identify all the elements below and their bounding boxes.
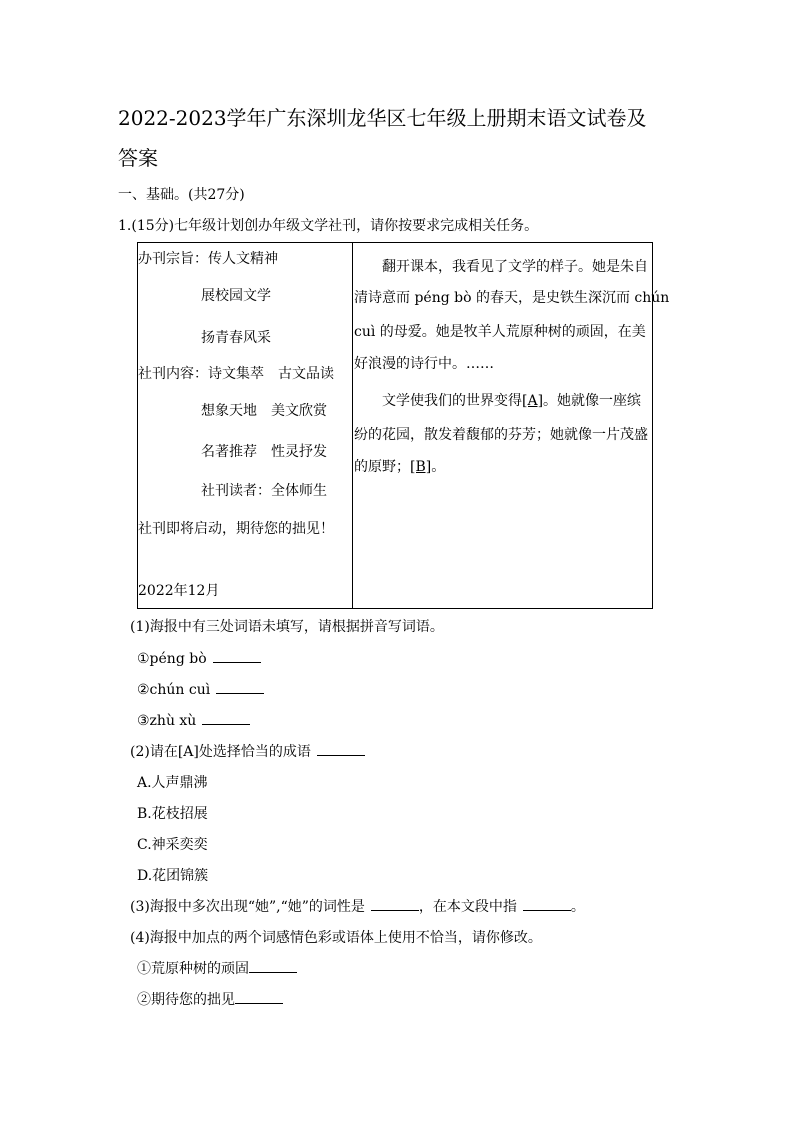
pinyin-item: [137, 650, 261, 668]
poster-left-line: 想象天地 美文欣赏: [201, 403, 327, 419]
answer-blank: [202, 712, 250, 725]
poster-left-line: 社刊内容：诗文集萃 古文品读: [138, 366, 334, 382]
question-1: 1.(15分)七年级计划创办年级文学社刊，请你按要求完成相关任务。: [118, 218, 539, 234]
option-d: D.花团锦簇: [137, 868, 209, 884]
text: 文学使我们的世界变得: [382, 393, 522, 409]
poster-date: 2022年12月: [138, 583, 220, 599]
revise-item: [137, 960, 297, 978]
poster-right-line: 翻开课本，我看见了文学的样子。她是朱自: [382, 259, 648, 275]
sub-question-3: [130, 898, 585, 916]
text: (2)请在[A]处选择恰当的成语: [130, 744, 311, 760]
text: ②期待您的拙见: [137, 992, 235, 1008]
poster-right-line: 纷的花园，散发着馥郁的芬芳；她就像一片茂盛: [354, 427, 648, 443]
poster-left-line: 办刊宗旨：传人文精神: [138, 251, 278, 267]
text: (3)海报中多次出现“她”,“她”的词性是: [130, 899, 365, 915]
answer-blank: [249, 960, 297, 973]
sub-question-1: (1)海报中有三处词语未填写，请根据拼音写词语。: [130, 619, 444, 635]
text: 的原野；: [354, 459, 410, 475]
blank-b: [B]: [410, 459, 432, 475]
sub-question-2: [130, 743, 365, 761]
blank-a: [A]: [522, 393, 544, 409]
answer-blank: [213, 650, 261, 663]
table-divider: [352, 243, 353, 608]
poster-left-line: 社刊即将启动，期待您的拙见！: [138, 521, 334, 537]
option-c: C.神采奕奕: [137, 837, 208, 853]
pinyin: ②chún cuì: [137, 682, 211, 698]
text: 。: [570, 899, 585, 915]
sub-question-4: (4)海报中加点的两个词感情色彩或语体上使用不恰当，请你修改。: [130, 930, 542, 946]
answer-blank: [235, 991, 283, 1004]
text: ，在本文段中指: [418, 899, 517, 915]
poster-right-line: cuì 的母爱。她是牧羊人荒原种树的顽固，在美: [354, 324, 646, 340]
poster-right-line: 清诗意而 péng bò 的春天，是史铁生深沉而 chún: [354, 290, 670, 306]
poster-right-line: 好浪漫的诗行中。……: [354, 356, 494, 372]
poster-left-line: 展校园文学: [201, 288, 271, 304]
pinyin-item: [137, 712, 250, 730]
answer-blank: [523, 898, 571, 911]
poster-left-line: 扬青春风采: [201, 330, 271, 346]
section-heading: 一、基础。(共27分): [118, 187, 245, 203]
revise-item: [137, 991, 283, 1009]
answer-blank: [216, 681, 264, 694]
option-b: B.花枝招展: [137, 806, 208, 822]
answer-blank: [317, 743, 365, 756]
poster-right-line: [354, 458, 445, 476]
text: 。: [431, 459, 446, 475]
pinyin-item: [137, 681, 264, 699]
answer-blank: [371, 898, 419, 911]
poster-left-line: 社刊读者：全体师生: [201, 483, 327, 499]
poster-right-line: [382, 392, 641, 410]
option-a: A.人声鼎沸: [137, 775, 208, 791]
text: ①荒原种树的顽固: [137, 961, 249, 977]
text: 。她就像一座缤: [543, 393, 642, 409]
pinyin: ①péng bò: [137, 651, 207, 667]
poster-left-line: 名著推荐 性灵抒发: [201, 444, 327, 460]
title-line-2: 答案: [118, 146, 158, 170]
pinyin: ③zhù xù: [137, 713, 197, 729]
title-line-1: 2022-2023学年广东深圳龙华区七年级上册期末语文试卷及: [118, 106, 647, 130]
